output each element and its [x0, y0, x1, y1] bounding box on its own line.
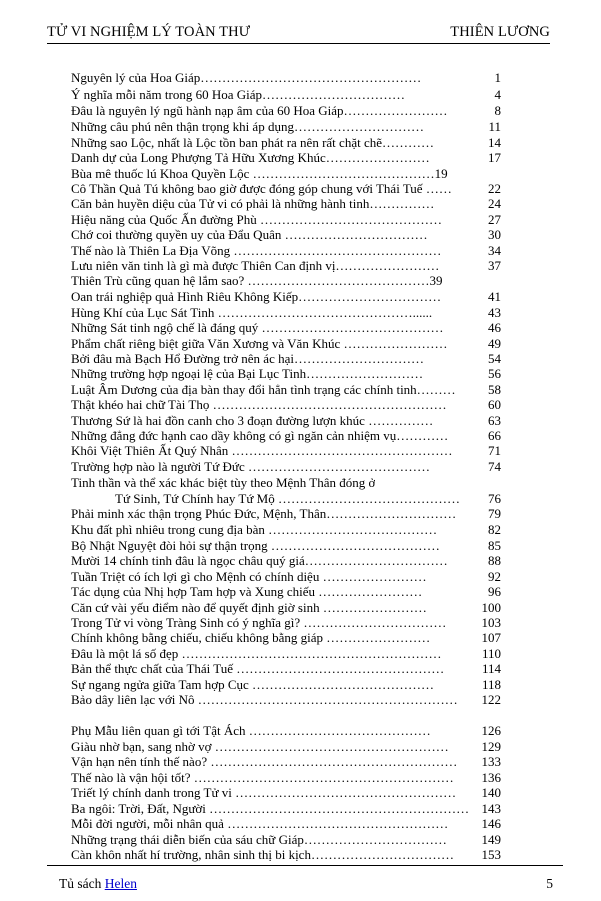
toc-entry[interactable] [71, 506, 501, 521]
toc-entry-page: 4 [494, 87, 501, 102]
toc-entry[interactable] [71, 538, 501, 553]
toc-entry-title: Hiệu năng của Quốc Ấn đường Phù …………………………………… [71, 212, 443, 227]
toc-entry-page: 46 [488, 320, 501, 335]
toc-entry-page: 8 [494, 103, 501, 118]
toc-entry[interactable] [71, 351, 501, 366]
toc-entry[interactable] [71, 475, 501, 490]
toc-entry-title: Triết lý chính danh trong Tử vi …………………………………………… [71, 785, 457, 800]
toc-entry-page: 24 [488, 196, 501, 211]
toc-entry-title: Khu đất phì nhiêu trong cung địa bàn ………………………………… [71, 522, 438, 537]
toc-entry[interactable] [71, 692, 501, 707]
toc-entry-page: 11 [488, 119, 501, 134]
toc-entry[interactable] [71, 70, 501, 85]
toc-entry-page: 41 [488, 289, 501, 304]
toc-entry[interactable] [71, 305, 501, 320]
toc-entry[interactable] [71, 630, 501, 645]
toc-entry[interactable] [71, 135, 501, 150]
toc-entry-title: Thương Sứ là hai đồn canh cho 3 đoạn đường lượn khúc …………… [71, 413, 434, 428]
toc-entry-title: Tinh thần và thể xác khác biệt tùy theo Mệnh Thân đóng ở [71, 475, 376, 490]
toc-entry-page: 30 [488, 227, 501, 242]
toc-entry[interactable] [71, 428, 501, 443]
toc-entry-title: Bởi đâu mà Bạch Hổ Đường trở nên ác hại………………………… [71, 351, 424, 366]
toc-entry-page: 43 [488, 305, 501, 320]
toc-entry-title: Luật Âm Dương của địa bàn thay đổi hẳn tình trạng các chính tinh……… [71, 382, 456, 397]
toc-entry-title: Càn khôn nhất hí trường, nhân sinh thị bi kịch…………………………… [71, 847, 454, 862]
toc-entry-page: 122 [481, 692, 501, 707]
toc-entry-page: 56 [488, 366, 501, 381]
toc-entry[interactable] [71, 366, 501, 381]
toc-entry-title: Chính không bằng chiếu, chiếu không bằng giáp …………………… [71, 630, 431, 645]
footer-prefix: Tủ sách [59, 876, 105, 891]
toc-entry-page: 153 [481, 847, 501, 862]
toc-entry-page: 100 [481, 600, 501, 615]
toc-entry[interactable] [71, 584, 501, 599]
toc-entry-page: 129 [481, 739, 501, 754]
toc-entry-title: Tác dụng của Nhị hợp Tam hợp và Xung chiếu …………………… [71, 584, 423, 599]
toc-entry[interactable] [71, 801, 501, 816]
toc-entry-page: 60 [488, 397, 501, 412]
toc-entry[interactable] [71, 615, 501, 630]
toc-entry-page: 126 [481, 723, 501, 738]
toc-entry-page: 140 [481, 785, 501, 800]
toc-entry[interactable] [71, 382, 501, 397]
toc-entry[interactable] [71, 785, 501, 800]
toc-entry-page: 85 [488, 538, 501, 553]
toc-entry-title: Đâu là nguyên lý ngũ hành nạp âm của 60 Hoa Giáp…………………… [71, 103, 448, 118]
toc-entry-page: 63 [488, 413, 501, 428]
toc-entry-page: 1 [494, 70, 501, 85]
toc-entry[interactable] [71, 273, 501, 288]
toc-entry[interactable] [71, 320, 501, 335]
toc-entry-title: Bùa mê thuốc lú Khoa Quyền Lộc ……………………………………19 [71, 166, 448, 181]
toc-entry[interactable] [71, 166, 501, 181]
toc-entry-title: Bản thể thực chất của Thái Tuế ………………………………………… [71, 661, 445, 676]
toc-entry-page: 114 [481, 661, 501, 676]
toc-entry[interactable] [71, 103, 501, 118]
toc-entry-page: 133 [481, 754, 501, 769]
toc-entry[interactable] [71, 150, 501, 165]
page-header [47, 23, 550, 44]
toc-entry-title: Phải minh xác thận trọng Phúc Đức, Mệnh, Thân………………………… [71, 506, 457, 521]
toc-entry-title: Bộ Nhật Nguyệt đòi hỏi sự thận trọng ………………………………… [71, 538, 440, 553]
toc-entry[interactable] [71, 196, 501, 211]
toc-entry[interactable] [71, 600, 501, 615]
toc-entry-title: Mỗi đời người, mỗi nhân quả …………………………………………… [71, 816, 449, 831]
toc-entry-page: 107 [481, 630, 501, 645]
toc-entry-page: 49 [488, 336, 501, 351]
toc-entry-page: 82 [488, 522, 501, 537]
toc-entry-page: 74 [488, 459, 501, 474]
toc-entry-page: 146 [481, 816, 501, 831]
toc-entry[interactable] [71, 119, 501, 134]
toc-entry[interactable] [71, 832, 501, 847]
toc-entry[interactable] [71, 397, 501, 412]
toc-entry-page: 92 [488, 569, 501, 584]
toc-entry-title: Thiên Trù cũng quan hệ lắm sao? ……………………………………39 [71, 273, 443, 288]
toc-entry-title: Căn bản huyền diệu của Tử vi có phải là những hành tinh…………… [71, 196, 435, 211]
toc-entry-title: Ý nghĩa mỗi năm trong 60 Hoa Giáp…………………………… [71, 87, 405, 102]
toc-entry[interactable] [71, 522, 501, 537]
toc-entry-title: Đâu là một lá số đẹp …………………………………………………… [71, 646, 442, 661]
toc-entry-page: 14 [488, 135, 501, 150]
toc-entry[interactable] [71, 646, 501, 661]
toc-entry-title: Cô Thần Quả Tú không bao giờ được đóng góp chung với Thái Tuế …… [71, 181, 452, 196]
book-title: TỬ VI NGHIỆM LÝ TOÀN THƯ [47, 24, 251, 40]
toc-entry-title: Phẩm chất riêng biệt giữa Văn Xương và Văn Khúc …………………… [71, 336, 448, 351]
toc-entry[interactable] [71, 491, 501, 506]
toc-entry-title: Những Sát tinh ngộ chế là đáng quý …………………………………… [71, 320, 444, 335]
toc-entry[interactable] [71, 847, 501, 862]
toc-entry-page: 58 [488, 382, 501, 397]
toc-entry[interactable] [71, 443, 501, 458]
toc-entry-title: Tuần Triệt có ích lợi gì cho Mệnh có chính diệu …………………… [71, 569, 427, 584]
toc-entry-page: 66 [488, 428, 501, 443]
toc-entry-title: Bảo dây liên lạc với Nô …………………………………………………… [71, 692, 458, 707]
page-number: 5 [546, 876, 553, 891]
toc-entry-page: 118 [481, 677, 501, 692]
toc-entry[interactable] [71, 87, 501, 102]
toc-entry[interactable] [71, 413, 501, 428]
toc-entry[interactable] [71, 739, 501, 754]
author-name: THIÊN LƯƠNG [450, 24, 550, 40]
toc-entry-page: 88 [488, 553, 501, 568]
toc-entry-title: Hùng Khí của Lục Sát Tinh ………………………………………...... [71, 305, 433, 320]
toc-entry-page: 22 [488, 181, 501, 196]
toc-entry[interactable] [71, 677, 501, 692]
toc-entry[interactable] [71, 459, 501, 474]
toc-entry-title: Những trường hợp ngoại lệ của Bại Lục Tinh……………………… [71, 366, 424, 381]
toc-entry-title: Chớ coi thường quyền uy của Đẩu Quân …………………………… [71, 227, 428, 242]
toc-entry[interactable] [71, 212, 501, 227]
toc-entry-title: Phụ Mẫu liên quan gì tới Tật Ách …………………………………… [71, 723, 431, 738]
toc-entry[interactable] [71, 569, 501, 584]
toc-entry-page: 71 [488, 443, 501, 458]
toc-entry-page: 136 [481, 770, 501, 785]
toc-entry-page: 76 [488, 491, 501, 506]
toc-entry[interactable] [71, 227, 501, 242]
toc-entry-title: Căn cứ vài yếu điểm nào để quyết định giờ sinh …………………… [71, 600, 427, 615]
toc-entry-title: Ba ngôi: Trời, Đất, Người …………………………………………………… [71, 801, 470, 816]
toc-entry[interactable] [71, 770, 501, 785]
toc-entry-title: Thế nào là Thiên La Địa Võng ………………………………………… [71, 243, 442, 258]
toc-entry[interactable] [71, 754, 501, 769]
toc-entry-title: Những trạng thái diễn biến của sáu chữ Giáp…………………………… [71, 832, 447, 847]
toc-entry-title: Khôi Việt Thiên Ất Quý Nhân …………………………………………… [71, 443, 453, 458]
page-footer [47, 865, 563, 891]
toc-entry-title: Vận hạn nên tính thế nào? ………………………………………………… [71, 754, 458, 769]
toc-entry-page: 110 [481, 646, 501, 661]
toc-entry[interactable] [71, 816, 501, 831]
toc-entry[interactable] [71, 723, 501, 738]
toc-entry-page: 34 [488, 243, 501, 258]
toc-entry-title: Nguyên lý của Hoa Giáp…………………………………………… [71, 70, 422, 85]
toc-entry-title: Những sao Lộc, nhất là Lộc tồn ban phát ra nên rất chặt chẽ………… [71, 135, 434, 150]
toc-entry-page: 17 [488, 150, 501, 165]
toc-entry-title: Trường hợp nào là người Tứ Đức …………………………………… [71, 459, 430, 474]
toc-entry-page: 54 [488, 351, 501, 366]
toc-entry-title: Thế nào là vận hội tốt? …………………………………………………… [71, 770, 454, 785]
toc-entry-title: Lưu niên văn tinh là gì mà được Thiên Can định vị…………………… [71, 258, 440, 273]
toc-entry-title: Thật khéo hai chữ Tài Thọ ……………………………………………… [71, 397, 447, 412]
toc-entry-title: Những đẳng đức hạnh cao dầy không có gì ngăn cản nhiệm vụ………… [71, 428, 449, 443]
toc-entry-page: 143 [481, 801, 501, 816]
toc-entry-title: Danh dự của Long Phượng Tả Hữu Xương Khúc…………………… [71, 150, 430, 165]
toc-entry[interactable] [71, 289, 501, 304]
toc-entry-page: 149 [481, 832, 501, 847]
toc-entry[interactable] [71, 553, 501, 568]
toc-entry[interactable] [71, 243, 501, 258]
toc-entry-title: Trong Tử vi vòng Tràng Sinh có ý nghĩa gì? …………………………… [71, 615, 447, 630]
footer-library [59, 876, 137, 892]
toc-entry-page: 103 [481, 615, 501, 630]
toc-entry-title: Tứ Sinh, Tứ Chính hay Tứ Mộ …………………………………… [115, 491, 460, 506]
toc-entry-page: 37 [488, 258, 501, 273]
toc-entry-title: Mười 14 chính tinh đâu là ngọc châu quý giá…………………………… [71, 553, 448, 568]
toc-entry[interactable] [71, 661, 501, 676]
toc-entry-title: Những câu phú nên thận trọng khi áp dụng………………………… [71, 119, 424, 134]
toc-entry-title: Sự ngang ngửa giữa Tam hợp Cục …………………………………… [71, 677, 435, 692]
toc-entry-page: 27 [488, 212, 501, 227]
toc-entry-title: Giàu nhờ bạn, sang nhờ vợ ……………………………………………… [71, 739, 449, 754]
toc-entry-page: 79 [488, 506, 501, 521]
toc-entry-page: 96 [488, 584, 501, 599]
toc-entry-title: Oan trái nghiệp quả Hình Riêu Không Kiếp…………………………… [71, 289, 442, 304]
toc-entry[interactable] [71, 336, 501, 351]
toc-entry[interactable] [71, 181, 501, 196]
toc-entry[interactable] [71, 258, 501, 273]
footer-link-helen[interactable]: Helen [104, 876, 137, 891]
